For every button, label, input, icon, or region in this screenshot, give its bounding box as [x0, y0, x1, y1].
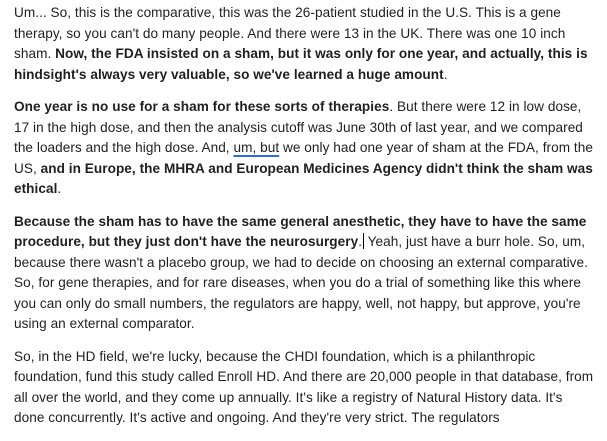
- spellcheck-flagged-text: um, but: [233, 140, 280, 155]
- bold-text-run: and in Europe, the MHRA and European Medicines Agency didn't think the sham was ethical: [14, 160, 593, 196]
- bold-text-run: Because the sham has to have the same general anesthetic, they have to have the same procedure, but they just don't have the neurosurgery: [14, 213, 587, 249]
- text-run: . But there were 12 in low dose, 17 in the high dose, and then the analysis cutoff was June 30th of last year, and we compared the loaders and the high dose. And,: [14, 99, 583, 155]
- paragraph-1[interactable]: [14, 3, 594, 85]
- document-body[interactable]: [14, 3, 594, 441]
- text-run: Yeah, just have a burr hole. So, um, because there wasn't a placebo group, we had to decide on choosing an external comparative. So, for gene therapies, and for rare diseases, when you do a trial of something like this where you can only do small numbers, the regulators are happy, well, not happy, but approve, you're using an external comparator.: [14, 234, 588, 331]
- text-run: .: [358, 234, 363, 249]
- text-run: So, in the HD field, we're lucky, because the CHDI foundation, which is a philanthropic foundation, fund this study called Enroll HD. And there are 20,000 people in that database, from all over the world, and they come up annually. It's like a registry of Natural History data. It's done concurrently. It's active and ongoing. And they're very strict. The regulators: [14, 348, 594, 425]
- text-run: we only had one year of sham at the FDA, from the US,: [14, 140, 593, 176]
- bold-text-run: Now, the FDA insisted on a sham, but it was only for one year, and actually, this is hindsight's always very valuable, so we've learned a huge amount: [14, 46, 588, 82]
- text-run: .: [443, 66, 448, 82]
- bold-text-run: One year is no use for a sham for these sorts of therapies: [14, 99, 390, 114]
- paragraph-3[interactable]: [14, 212, 594, 335]
- paragraph-2[interactable]: [14, 97, 594, 200]
- text-run: .: [57, 181, 62, 196]
- paragraph-4[interactable]: [14, 347, 594, 429]
- text-run: Um... So, this is the comparative, this was the 26-patient studied in the U.S. This is a gene therapy, so you can't do many people. And there were 13 in the UK. There was one 10 inch sham.: [14, 5, 566, 61]
